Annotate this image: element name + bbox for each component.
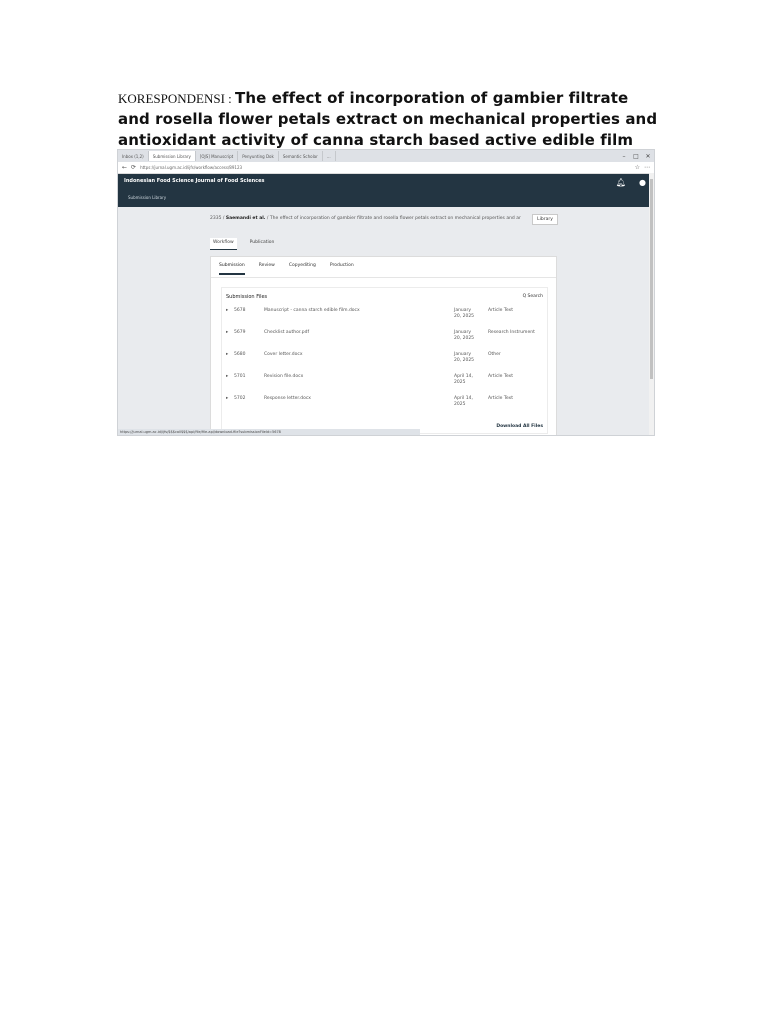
reload-icon[interactable]: ⟳ xyxy=(131,164,137,171)
journal-name[interactable]: Indonesian Food Science Journal of Food Sciences xyxy=(124,178,265,184)
status-bar-url: https://jurnal.ugm.ac.id/ijfs/$$$call$$$/api/file/file-api/download-file?submissionFileId=5678 xyxy=(118,429,420,435)
submission-author: Saemandi et al. xyxy=(225,216,266,221)
file-id: 5702 xyxy=(234,396,246,401)
tab-production[interactable]: Production xyxy=(329,263,354,268)
minimize-icon[interactable]: – xyxy=(622,152,626,160)
submission-files-panel xyxy=(221,287,548,434)
workflow-card xyxy=(210,256,557,436)
file-name[interactable]: Response letter.docx xyxy=(264,396,311,401)
file-type: Other xyxy=(488,352,501,357)
files-search-button[interactable]: Q Search xyxy=(522,294,543,299)
file-id: 5678 xyxy=(234,308,246,313)
browser-tab[interactable]: Inbox (1,2) xyxy=(118,151,149,161)
breadcrumb-separator: / xyxy=(221,216,226,221)
app-header xyxy=(118,174,654,207)
file-date: January 20, 2025 xyxy=(454,308,475,319)
file-date: April 14, 2025 xyxy=(454,396,473,407)
tab-submission[interactable]: Submission xyxy=(219,263,245,275)
breadcrumb xyxy=(210,216,521,221)
file-row[interactable] xyxy=(226,306,542,322)
file-date: January 20, 2025 xyxy=(454,330,475,341)
user-icon[interactable]: ● xyxy=(639,178,646,187)
download-all-files-link[interactable]: Download All Files xyxy=(496,424,543,429)
star-icon[interactable]: ☆ xyxy=(634,164,640,171)
file-name[interactable]: Cover letter.docx xyxy=(264,352,303,357)
submission-library-link[interactable]: Submission Library xyxy=(128,195,167,200)
submission-title: The effect of incorporation of gambier filtrate and rosella flower petals extract on mechanical properties and ar xyxy=(269,216,521,221)
file-name[interactable]: Revision file.docx xyxy=(264,374,304,379)
url-field[interactable]: https://jurnal.ugm.ac.id/ijfs/workflow/access/89123 xyxy=(140,165,243,170)
file-id: 5680 xyxy=(234,352,246,357)
file-date: April 14, 2025 xyxy=(454,374,473,385)
expand-icon[interactable]: ▸ xyxy=(226,330,229,335)
submission-id: 2335 xyxy=(210,216,222,221)
files-heading: Submission Files xyxy=(226,294,268,300)
file-date: January 20, 2025 xyxy=(454,352,475,363)
tab-publication[interactable]: Publication xyxy=(249,240,275,245)
expand-icon[interactable]: ▸ xyxy=(226,308,229,313)
file-row[interactable] xyxy=(226,350,542,366)
file-type: Article Text xyxy=(488,308,513,313)
browser-tab[interactable]: Submission Library xyxy=(149,151,196,161)
correspondence-prefix: KORESPONDENSI : xyxy=(118,91,236,106)
browser-tab-bar xyxy=(118,150,654,162)
expand-icon[interactable]: ▸ xyxy=(226,374,229,379)
library-button[interactable]: Library xyxy=(532,214,558,225)
document-title xyxy=(118,88,663,151)
article-title: The effect of incorporation of gambier filtrate and rosella flower petals extract on mechanical properties and antioxidant activity of canna starch based active edible film xyxy=(118,89,658,149)
file-type: Research Instrument xyxy=(488,330,535,335)
file-name[interactable]: Manuscript - canna starch edible film.docx xyxy=(264,308,360,313)
breadcrumb-separator: / xyxy=(265,216,270,221)
file-id: 5701 xyxy=(234,374,246,379)
menu-icon[interactable]: ⋯ xyxy=(644,164,650,171)
stage-tabs xyxy=(211,257,556,278)
browser-tab[interactable]: Penyunting Dok xyxy=(238,151,279,161)
browser-tab[interactable]: [OJS] Manuscript xyxy=(196,151,238,161)
main-tabs xyxy=(210,238,277,250)
file-type: Article Text xyxy=(488,396,513,401)
expand-icon[interactable]: ▸ xyxy=(226,352,229,357)
browser-tab[interactable]: ... xyxy=(323,151,336,161)
file-type: Article Text xyxy=(488,374,513,379)
file-id: 5679 xyxy=(234,330,246,335)
file-row[interactable] xyxy=(226,372,542,388)
file-name[interactable]: Checklist author.pdf xyxy=(264,330,310,335)
tab-workflow[interactable]: Workflow xyxy=(210,238,237,250)
tab-copyediting[interactable]: Copyediting xyxy=(288,263,316,268)
tab-review[interactable]: Review xyxy=(258,263,275,268)
maximize-icon[interactable]: □ xyxy=(633,152,639,160)
bell-icon[interactable]: 🔔︎ xyxy=(615,178,626,187)
file-row[interactable] xyxy=(226,328,542,344)
back-icon[interactable]: ← xyxy=(122,164,128,171)
embedded-screenshot xyxy=(117,149,655,436)
address-bar xyxy=(118,162,654,174)
scrollbar-thumb[interactable] xyxy=(650,179,653,379)
scrollbar[interactable] xyxy=(649,173,654,435)
expand-icon[interactable]: ▸ xyxy=(226,396,229,401)
file-row[interactable] xyxy=(226,394,542,410)
close-icon[interactable]: ✕ xyxy=(645,152,651,160)
browser-tab[interactable]: Semantic Scholar xyxy=(279,151,323,161)
